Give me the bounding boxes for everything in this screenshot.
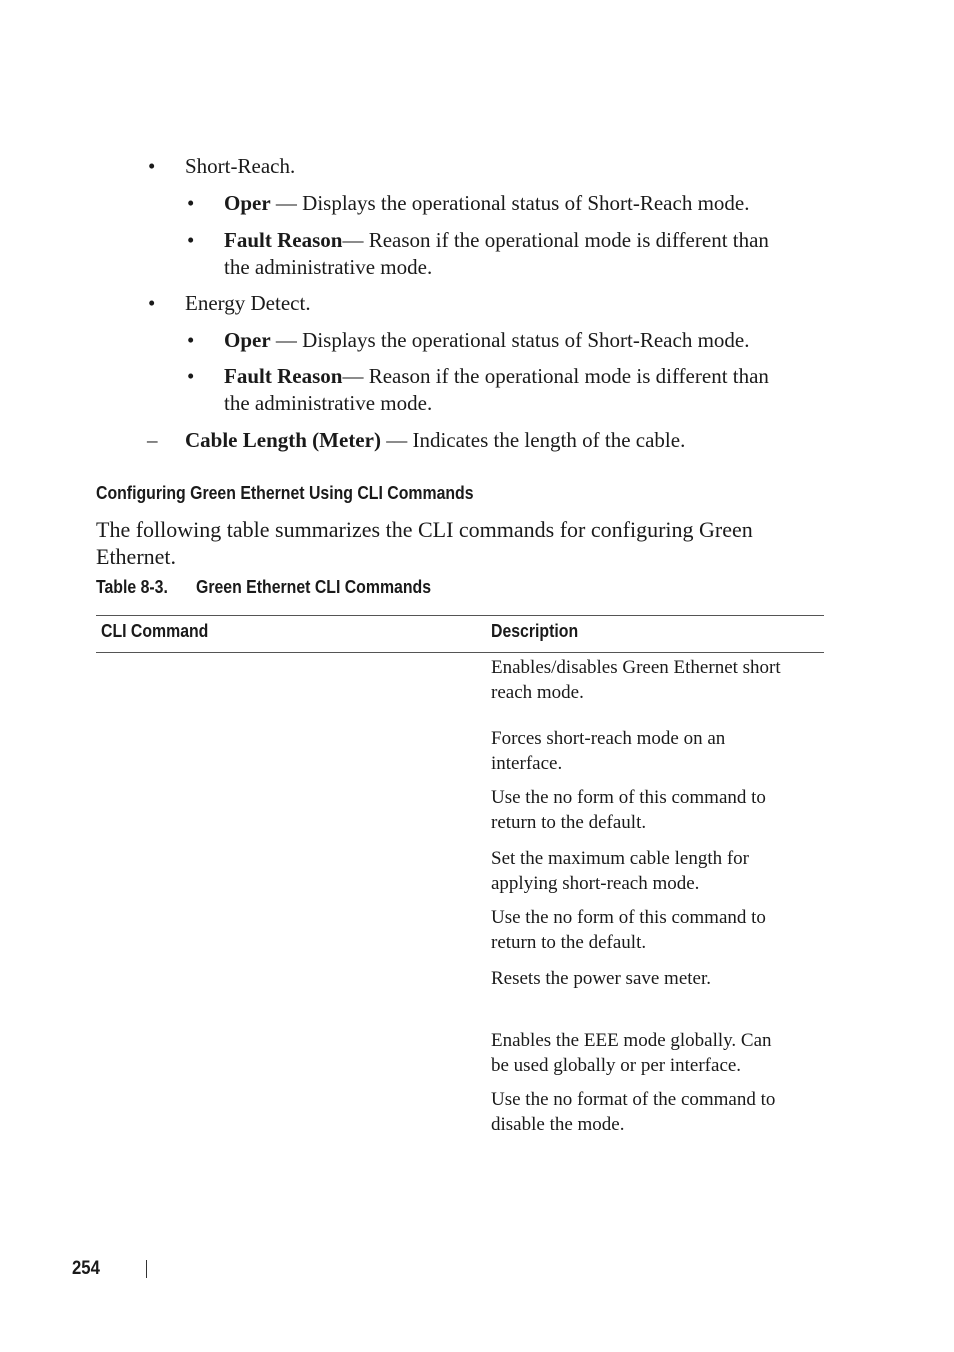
dash-glyph: –: [147, 428, 158, 452]
list-item-energy-detect: [185, 291, 311, 316]
short-reach-suffix: .: [289, 154, 296, 178]
bullet-glyph: •: [148, 154, 156, 178]
table-caption-number: Table 8-3.: [96, 577, 168, 597]
ed-fault-label: Fault Reason: [224, 364, 343, 388]
bullet-glyph: •: [187, 191, 195, 215]
list-item-sr-fault: [224, 228, 769, 253]
sr-fault-text: — Reason if the operational mode is different than: [342, 228, 769, 252]
table-row-desc: Set the maximum cable length for applying short-reach mode.: [491, 848, 750, 894]
table-caption-title: Green Ethernet CLI Commands: [196, 577, 432, 597]
intro-paragraph-line2: Ethernet.: [96, 544, 177, 569]
cable-length-label: Cable Length (Meter): [185, 428, 381, 452]
table-row-desc: Enables the EEE mode globally. Can be used globally or per interface.: [491, 1030, 772, 1076]
table-header-command: CLI Command: [101, 621, 209, 641]
sr-fault-text-cont: the administrative mode.: [224, 255, 433, 279]
bullet-glyph: •: [187, 228, 195, 252]
list-item-ed-oper: [224, 328, 749, 353]
sr-fault-label: Fault Reason: [224, 228, 343, 252]
sr-oper-label: Oper: [224, 191, 271, 215]
bullet-glyph: •: [187, 328, 195, 352]
list-item-cable-length: [185, 428, 685, 453]
list-item-short-reach: [185, 154, 295, 179]
energy-detect-suffix: .: [305, 291, 311, 315]
table-row-desc: Use the no format of the command to disable the mode.: [491, 1089, 776, 1135]
energy-detect-label: Energy Detect: [185, 291, 306, 315]
table-row-desc: Use the no form of this command to return to the default.: [491, 787, 766, 833]
bullet-glyph: •: [187, 364, 195, 388]
sr-oper-text: — Displays the operational status of Short-Reach mode.: [270, 191, 750, 215]
table-header-description: Description: [491, 621, 579, 641]
list-item-sr-oper: [224, 191, 749, 216]
table-header-rule: [96, 652, 824, 653]
ed-fault-text-cont: the administrative mode.: [224, 391, 433, 415]
short-reach-label: Short-Reach: [185, 154, 290, 178]
table-row-desc: Forces short-reach mode on an interface.: [491, 728, 726, 774]
cable-length-text: — Indicates the length of the cable.: [380, 428, 686, 452]
ed-fault-text: — Reason if the operational mode is different than: [342, 364, 769, 388]
section-heading: Configuring Green Ethernet Using CLI Commands: [96, 483, 474, 503]
table-top-rule: [96, 615, 824, 616]
table-row-desc: Enables/disables Green Ethernet short reach mode.: [491, 657, 781, 703]
table-row-desc: Use the no form of this command to return to the default.: [491, 907, 766, 953]
intro-paragraph-line1: The following table summarizes the CLI commands for configuring Green: [96, 517, 753, 542]
ed-oper-text: — Displays the operational status of Short-Reach mode.: [270, 328, 750, 352]
bullet-glyph: •: [148, 291, 156, 315]
footer-divider: [146, 1260, 147, 1278]
table-row-desc: Resets the power save meter.: [491, 968, 712, 989]
ed-oper-label: Oper: [224, 328, 271, 352]
list-item-ed-fault: [224, 364, 769, 389]
page-number: 254: [72, 1258, 100, 1279]
